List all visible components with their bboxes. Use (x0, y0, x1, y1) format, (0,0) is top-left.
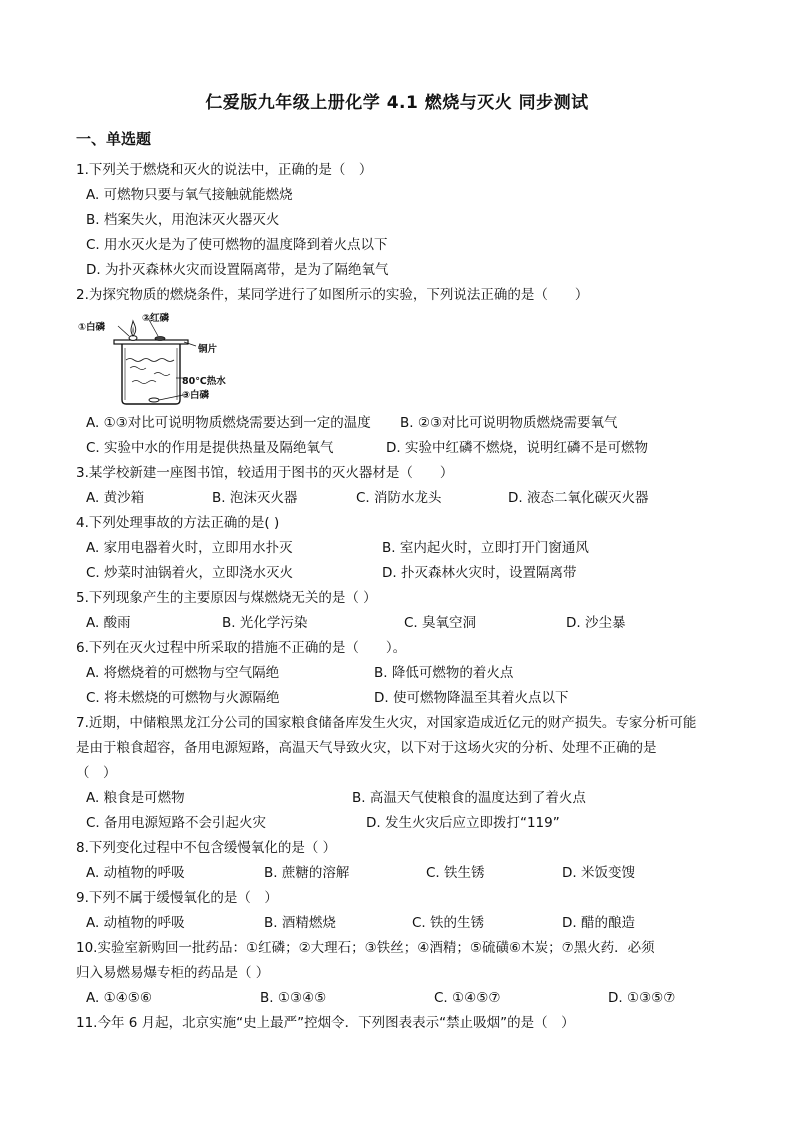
question-7-option-b: B. 高温天气使粮食的温度达到了着火点 (352, 790, 586, 806)
question-3-option-a: A. 黄沙箱 (86, 490, 145, 506)
label-copper-plate: 铜片 (198, 344, 218, 355)
question-4-option-c: C. 炒菜时油锅着火，立即浇水灭火 (86, 565, 294, 581)
question-5-option-a: A. 酸雨 (86, 615, 131, 631)
question-6-option-a: A. 将燃烧着的可燃物与空气隔绝 (86, 665, 280, 681)
label-white-phosphorus-bottom: ③白磷 (182, 390, 210, 401)
section-heading: 一、单选题 (76, 130, 152, 148)
question-3-stem: 3.某学校新建一座图书馆，较适用于图书的灭火器材是（ ） (76, 465, 454, 481)
question-4-option-a: A. 家用电器着火时，立即用水扑灭 (86, 540, 293, 556)
combustion-experiment-figure (78, 312, 258, 408)
question-7-option-c: C. 备用电源短路不会引起火灾 (86, 815, 267, 831)
question-5-option-d: D. 沙尘暴 (566, 615, 626, 631)
label-white-phosphorus-top: ①白磷 (78, 322, 106, 333)
red-phosphorus (155, 337, 165, 341)
question-5-stem: 5.下列现象产生的主要原因与煤燃烧无关的是（ ） (76, 590, 377, 606)
question-4-stem: 4.下列处理事故的方法正确的是( ) (76, 515, 280, 531)
question-9-option-a: A. 动植物的呼吸 (86, 915, 185, 931)
question-1-option-d: D. 为扑灭森林火灾而设置隔离带，是为了隔绝氧气 (86, 262, 389, 278)
question-7-stem-line-1: 7.近期，中储粮黑龙江分公司的国家粮食储备库发生火灾，对国家造成近亿元的财产损失。专家分析可能 (76, 715, 697, 731)
question-10-option-d: D. ①③⑤⑦ (608, 990, 676, 1006)
question-9-option-d: D. 醋的酿造 (562, 915, 635, 931)
question-3-option-b: B. 泡沫灭火器 (212, 490, 298, 506)
question-10-option-b: B. ①③④⑤ (260, 990, 327, 1006)
question-10-option-a: A. ①④⑤⑥ (86, 990, 152, 1006)
question-8-option-a: A. 动植物的呼吸 (86, 865, 185, 881)
question-5-option-b: B. 光化学污染 (222, 615, 308, 631)
question-7-option-a: A. 粮食是可燃物 (86, 790, 185, 806)
label-hot-water: 80℃热水 (182, 376, 226, 387)
question-8-option-d: D. 米饭变馊 (562, 865, 635, 881)
question-1-option-c: C. 用水灭火是为了使可燃物的温度降到着火点以下 (86, 237, 388, 253)
question-6-option-d: D. 使可燃物降温至其着火点以下 (374, 690, 569, 706)
question-1-option-a: A. 可燃物只要与氧气接触就能燃烧 (86, 187, 293, 203)
question-2-option-a: A. ①③对比可说明物质燃烧需要达到一定的温度 (86, 415, 371, 431)
question-3-option-c: C. 消防水龙头 (356, 490, 442, 506)
question-5-option-c: C. 臭氧空洞 (404, 615, 477, 631)
question-8-stem: 8.下列变化过程中不包含缓慢氧化的是（ ） (76, 840, 337, 856)
question-9-option-c: C. 铁的生锈 (412, 915, 485, 931)
question-10-stem-line-2: 归入易燃易爆专柜的药品是（ ） (76, 965, 270, 981)
question-2-stem: 2.为探究物质的燃烧条件，某同学进行了如图所示的实验，下列说法正确的是（ ） (76, 287, 589, 303)
question-9-stem: 9.下列不属于缓慢氧化的是（ ） (76, 890, 278, 906)
water-surface (126, 359, 174, 362)
question-11-stem: 11.今年 6 月起，北京实施“史上最严”控烟令．下列图表表示“禁止吸烟”的是（ ） (76, 1015, 575, 1031)
document-title: 仁爱版九年级上册化学 4.1 燃烧与灭火 同步测试 (205, 93, 589, 113)
question-7-stem-line-3: （ ） (76, 765, 117, 781)
question-2-option-d: D. 实验中红磷不燃烧，说明红磷不是可燃物 (386, 440, 648, 456)
question-9-option-b: B. 酒精燃烧 (264, 915, 336, 931)
question-2-option-c: C. 实验中水的作用是提供热量及隔绝氧气 (86, 440, 334, 456)
question-4-option-b: B. 室内起火时，立即打开门窗通风 (382, 540, 589, 556)
copper-plate (114, 340, 188, 344)
question-7-option-d: D. 发生火灾后应立即拨打“119” (366, 815, 560, 831)
question-7-stem-line-2: 是由于粮食超容，备用电源短路，高温天气导致火灾，以下对于这场火灾的分析、处理不正确的是 (76, 740, 657, 756)
question-8-option-b: B. 蔗糖的溶解 (264, 865, 350, 881)
question-8-option-c: C. 铁生锈 (426, 865, 485, 881)
beaker-icon (122, 344, 180, 404)
label-red-phosphorus: ②红磷 (142, 313, 170, 324)
white-phosphorus-bottom (149, 398, 159, 402)
question-4-option-d: D. 扑灭森林火灾时，设置隔离带 (382, 565, 577, 581)
question-2-option-b: B. ②③对比可说明物质燃烧需要氧气 (400, 415, 618, 431)
question-6-option-c: C. 将未燃烧的可燃物与火源隔绝 (86, 690, 280, 706)
question-3-option-d: D. 液态二氧化碳灭火器 (508, 490, 649, 506)
question-1-stem: 1.下列关于燃烧和灭火的说法中，正确的是（ ） (76, 162, 373, 178)
question-1-option-b: B. 档案失火，用泡沫灭火器灭火 (86, 212, 280, 228)
question-10-stem-line-1: 10.实验室新购回一批药品：①红磷；②大理石；③铁丝；④酒精；⑤硫磺⑥木炭；⑦黑火药．必须 (76, 940, 655, 956)
question-10-option-c: C. ①④⑤⑦ (434, 990, 501, 1006)
question-6-stem: 6.下列在灭火过程中所采取的措施不正确的是（ ）。 (76, 640, 407, 656)
question-6-option-b: B. 降低可燃物的着火点 (374, 665, 514, 681)
